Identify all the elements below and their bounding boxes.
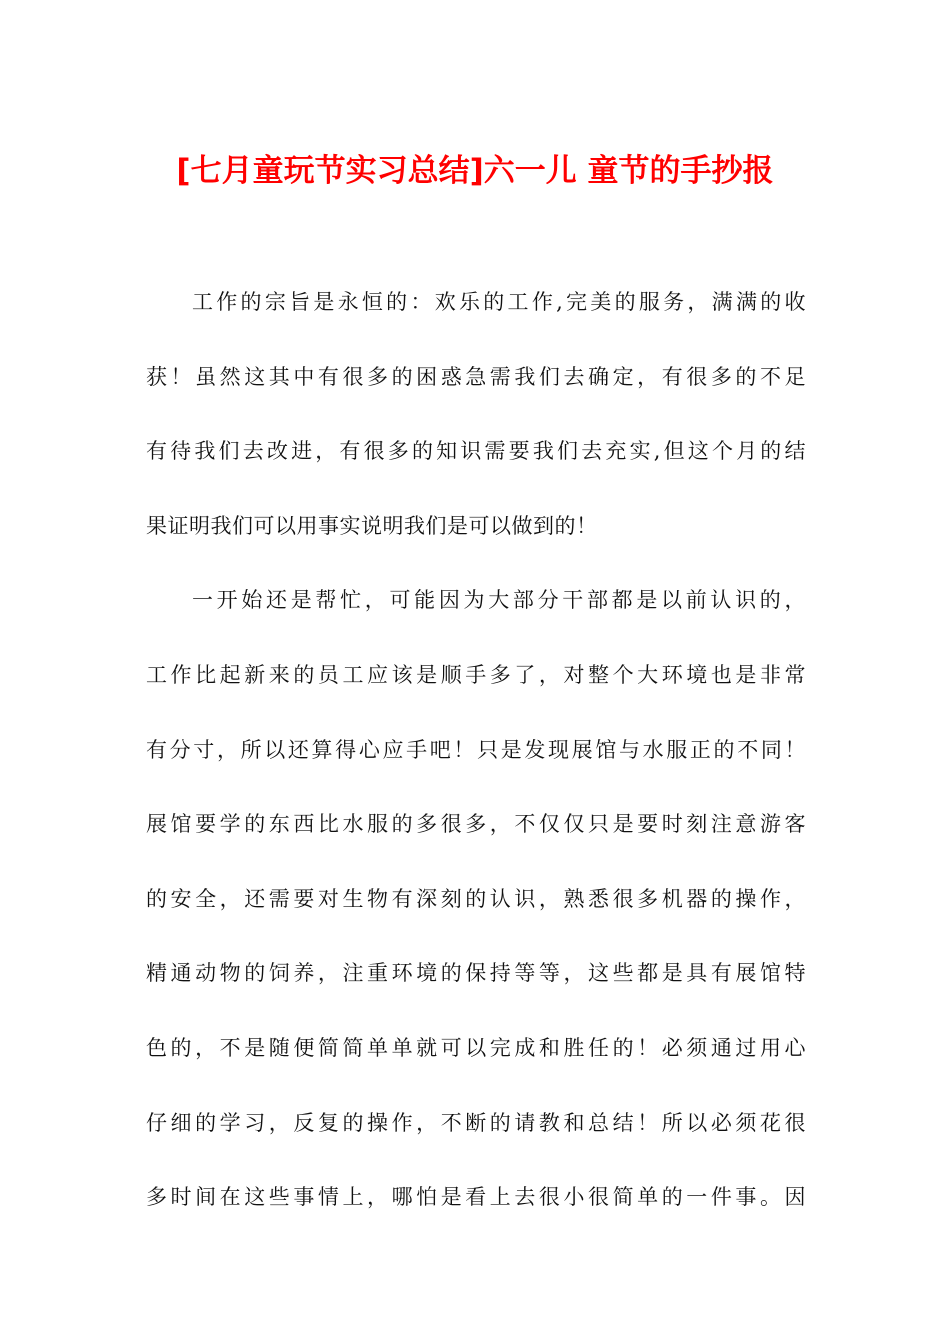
document-body (146, 284, 806, 1254)
paragraph-1-line-3: 有待我们去改进，有很多的知识需要我们去充实,但这个月的结 (146, 439, 806, 464)
paragraph-2-line-4: 展馆要学的东西比水服的多很多，不仅仅只是要时刻注意游客 (146, 812, 806, 837)
paragraph-1-line-1: 工作的宗旨是永恒的：欢乐的工作,完美的服务，满满的收 (192, 290, 806, 314)
paragraph-1-line-2: 获！虽然这其中有很多的困惑急需我们去确定，有很多的不足 (146, 364, 806, 389)
paragraph-2-line-5: 的安全，还需要对生物有深刻的认识，熟悉很多机器的操作， (146, 886, 806, 911)
document-title: [七月童玩节实习总结]六一儿 童节的手抄报 (176, 153, 774, 189)
paragraph-2-line-9: 多时间在这些事情上，哪怕是看上去很小很简单的一件事。因 (146, 1185, 806, 1210)
paragraph-2-line-1: 一开始还是帮忙，可能因为大部分干部都是以前认识的， (192, 588, 806, 613)
paragraph-2-line-2: 工作比起新来的员工应该是顺手多了，对整个大环境也是非常 (146, 662, 806, 687)
paragraph-1-line-4: 果证明我们可以用事实说明我们是可以做到的！ (146, 513, 598, 538)
paragraph-2-line-6: 精通动物的饲养，注重环境的保持等等，这些都是具有展馆特 (146, 961, 806, 986)
paragraph-2-line-3: 有分寸，所以还算得心应手吧！只是发现展馆与水服正的不同！ (146, 737, 806, 762)
paragraph-2-line-8: 仔细的学习，反复的操作，不断的请教和总结！所以必须花很 (146, 1110, 806, 1135)
paragraph-2-line-7: 色的，不是随便简简单单就可以完成和胜任的！必须通过用心 (146, 1035, 806, 1060)
